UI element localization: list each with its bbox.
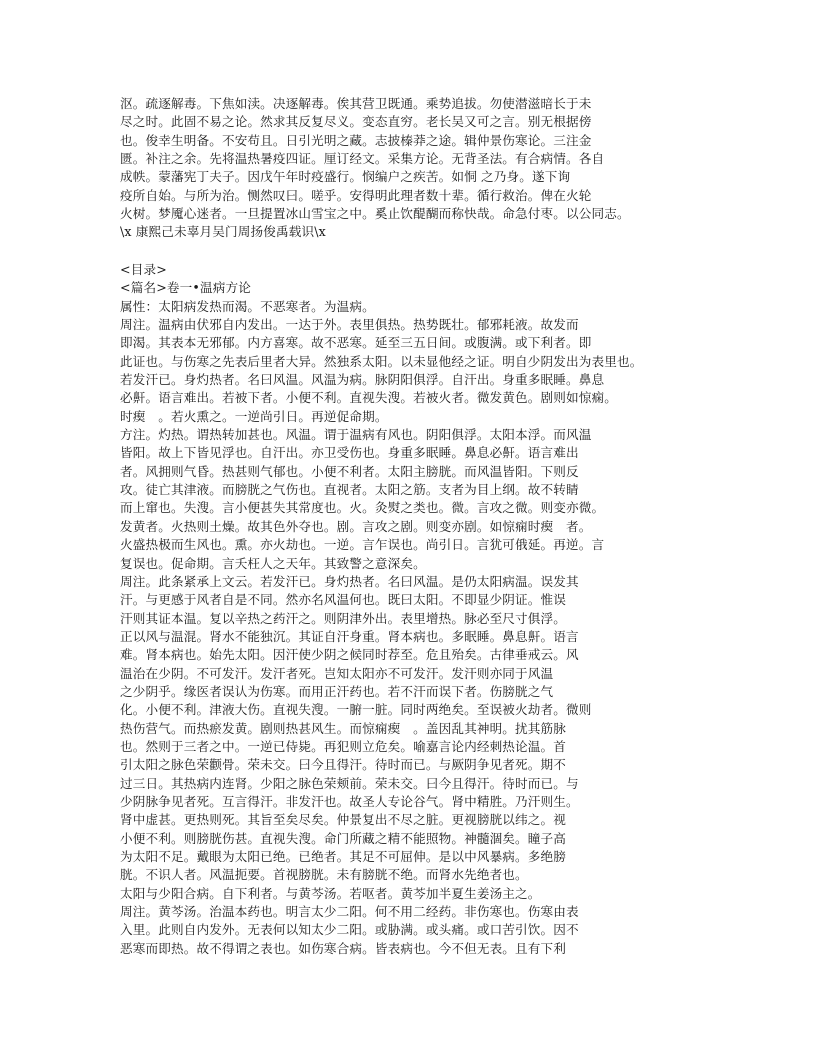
chapter-line: 此证也。与伤寒之先表后里者大异。然独系太阳。以未显他经之证。明自少阴发出为表里也。: [120, 353, 643, 369]
chapter-line: <篇名>卷一•温病方论: [120, 280, 251, 296]
chapter-line: 火盛热极而生风也。熏。亦火劫也。一逆。言乍误也。尚引日。言犹可俄延。再逆。言: [120, 537, 605, 553]
chapter-line: 之少阴乎。缘医者误认为伤寒。而用正汗药也。若不汗而误下者。伤膀胱之气: [120, 683, 554, 699]
chapter-line: 周注。黄芩汤。治温本药也。明言太少二阳。何不用二经药。非伤寒也。伤寒由表: [120, 904, 579, 920]
chapter-line: 难。肾本病也。始先太阳。因汗使少阴之候同时荐至。危且殆矣。古律垂戒云。风: [120, 647, 579, 663]
chapter-line: 汗则其证本温。复以辛热之药汗之。则阴津外出。表里增热。脉必至尺寸俱浮。: [120, 610, 567, 626]
chapter-line: 温治在少阴。不可发汗。发汗者死。岂知太阳亦不可发汗。发汗则亦同于风温: [120, 665, 554, 681]
chapter-line: 汗。与更感于风者自是不同。然亦名风温何也。既曰太阳。不即显少阴证。惟误: [120, 592, 567, 608]
chapter-line: 为太阳不足。戴眼为太阳已绝。已绝者。其足不可屈伸。是以中风暴病。多绝膀: [120, 849, 567, 864]
chapter-line: 即渴。其表本无邪郁。内方喜寒。故不恶寒。延至三五日间。或腹满。或下利者。即: [120, 335, 592, 351]
chapter-line: 热伤营气。而热瘀发黄。剧则热甚风生。而惊痫瘈 。盖因乱其神明。扰其筋脉: [120, 720, 567, 736]
chapter-line: 攻。徒亡其津液。而膀胱之气伤也。直视者。太阳之筋。支者为目上纲。故不转睛: [120, 482, 579, 498]
chapter-line: 过三日。其热病内连肾。少阳之脉色荣颊前。荣未交。曰今且得汗。待时而已。与: [120, 775, 579, 791]
chapter-line: 发黄者。火热则土燥。故其色外夺也。剧。言攻之剧。则变亦剧。如惊痫时瘈 者。: [120, 518, 592, 534]
chapter-line: 复误也。促命期。言夭枉人之天年。其致警之意深矣。: [120, 555, 426, 571]
chapter-line: 周注。温病由伏邪自内发出。一达于外。表里俱热。热势既壮。郁邪耗液。故发而: [120, 317, 579, 333]
preface-line: 匮。补注之余。先将温热暑疫四证。厘订经文。采集方论。无背圣法。有合病情。各自: [120, 151, 605, 167]
chapter-line: 若发汗已。身灼热者。名曰风温。风温为病。脉阴阳俱浮。自汗出。身重多眠睡。鼻息: [120, 372, 605, 388]
chapter-line: 恶寒而即热。故不得谓之表也。如伤寒合病。皆表病也。今不但无表。且有下利: [120, 940, 567, 956]
chapter-text: [120, 261, 720, 958]
chapter-line: 时瘈 。若火熏之。一逆尚引日。再逆促命期。: [120, 408, 388, 424]
chapter-line: 周注。此条紧承上文云。若发汗已。身灼热者。名曰风温。是仍太阳病温。误发其: [120, 573, 579, 589]
chapter-line: 者。风拥则气昏。热甚则气郁也。小便不利者。太阳主膀胱。而风温皆阳。下则反: [120, 463, 579, 479]
preface-line: 沤。疏逐解毒。下焦如渎。决逐解毒。俟其营卫既通。乘势追拔。勿使潜滋暗长于未: [120, 96, 592, 111]
preface-line: 尽之时。此固不易之论。然求其反复尽义。变态直穷。老长吴又可之言。别无根据傍: [120, 114, 592, 130]
preface-line: \x 康熙己未辜月吴门周扬俊禹载识\x: [120, 224, 326, 240]
chapter-line: <目录>: [120, 262, 167, 277]
preface-line: 疫所自始。与所为治。恻然叹曰。嗟乎。安得明此理者数十辈。循行救治。俾在火轮: [120, 187, 592, 203]
chapter-line: 正以风与温混。肾水不能独沉。其证自汗身重。肾本病也。多眠睡。鼻息鼾。语言: [120, 628, 579, 644]
chapter-line: 化。小便不利。津液大伤。直视失溲。一腑一脏。同时两绝矣。至误被火劫者。微则: [120, 702, 592, 718]
chapter-line: 肾中虚甚。更热则死。其旨至矣尽矣。仲景复出不尽之脏。更视膀胱以纬之。视: [120, 812, 567, 828]
chapter-line: 小便不利。则膀胱伤甚。直视失溲。命门所藏之精不能照物。神髓涸矣。瞳子高: [120, 830, 567, 846]
preface-text: [120, 95, 720, 242]
chapter-line: 也。然则于三者之中。一逆已侍毙。再犯则立危矣。喻嘉言论内经刺热论温。首: [120, 738, 567, 754]
preface-line: 成帙。蒙藩宪丁夫子。因戊午年时疫盛行。悯编户之疾苦。如恫 之乃身。遂下询: [120, 169, 571, 185]
preface-line: 火树。梦魇心迷者。一旦提置冰山雪宝之中。奚止饮醍醐而称快哉。命急付枣。以公同志。: [120, 206, 630, 222]
chapter-line: 方注。灼热。谓热转加甚也。风温。谓于温病有风也。阴阳俱浮。太阳本浮。而风温: [120, 427, 592, 443]
preface-line: 也。俊幸生明备。不安苟且。日引光明之藏。志披榛莽之途。辑仲景伤寒论。三注金: [120, 132, 592, 148]
chapter-line: 太阳与少阳合病。自下利者。与黄芩汤。若呕者。黄芩加半夏生姜汤主之。: [120, 885, 541, 901]
chapter-line: 而上窜也。失溲。言小便甚失其常度也。火。灸熨之类也。微。言攻之微。则变亦微。: [120, 500, 605, 516]
chapter-line: 少阴脉争见者死。互言得汗。非发汗也。故圣人专论谷气。肾中精胜。乃汗则生。: [120, 793, 579, 809]
chapter-line: 皆阳。故上下皆见浮也。自汗出。亦卫受伤也。身重多眠睡。鼻息必鼾。语言难出: [120, 445, 579, 461]
chapter-line: 入里。此则自内发外。无表何以知太少二阳。或胁满。或头痛。或口苦引饮。因不: [120, 922, 579, 938]
chapter-line: 胱。不识人者。风温扼要。首视膀胱。未有膀胱不绝。而肾水先绝者也。: [120, 867, 528, 883]
chapter-line: 必鼾。语言难出。若被下者。小便不利。直视失溲。若被火者。微发黄色。剧则如惊痫。: [120, 390, 618, 406]
chapter-line: 属性：太阳病发热而渴。不恶寒者。为温病。: [120, 298, 375, 314]
chapter-line: 引太阳之脉色荣颧骨。荣未交。曰今且得汗。待时而已。与厥阴争见者死。期不: [120, 757, 567, 773]
